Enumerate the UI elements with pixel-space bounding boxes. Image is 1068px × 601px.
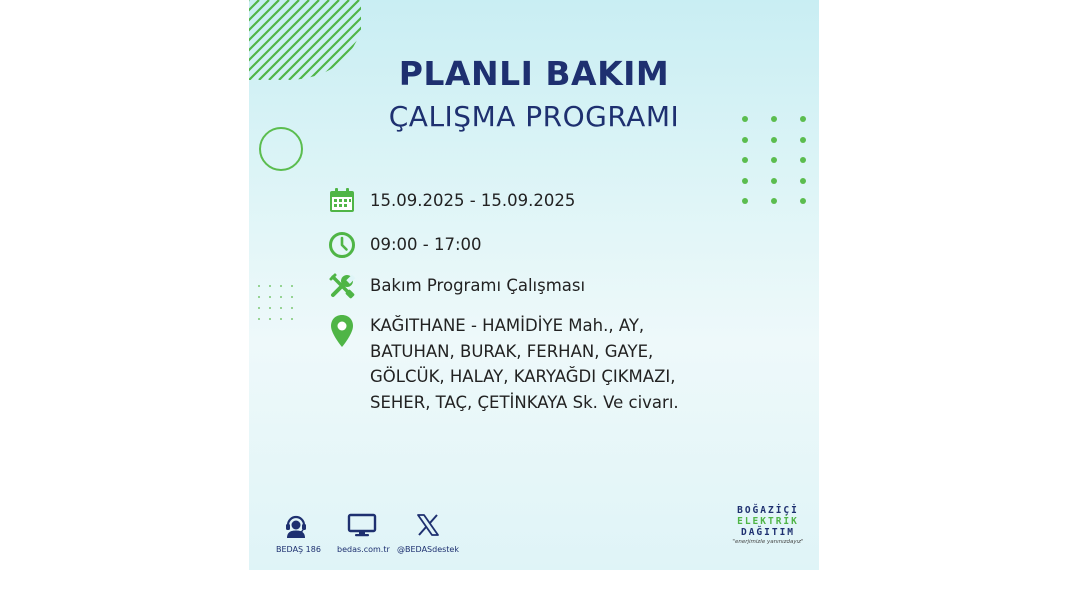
x-logo-icon (415, 512, 441, 538)
date-row (327, 186, 575, 214)
location-line: BATUHAN, BURAK, FERHAN, GAYE, (370, 341, 654, 361)
logo-line-2: ELEKTRİK (737, 516, 799, 527)
company-logo (727, 505, 809, 545)
page-title: PLANLI BAKIM (398, 54, 670, 93)
map-pin-icon (328, 313, 356, 349)
location-text (370, 313, 679, 415)
web-label[interactable]: bedas.com.tr (337, 545, 390, 554)
work-type-row (327, 272, 585, 300)
location-line: SEHER, TAÇ, ÇETİNKAYA Sk. Ve civarı. (370, 392, 679, 412)
calendar-icon (328, 186, 356, 214)
footer-phone (276, 512, 321, 554)
footer-social[interactable] (395, 512, 461, 554)
location-line: GÖLCÜK, HALAY, KARYAĞDI ÇIKMAZI, (370, 367, 676, 386)
page-subtitle: ÇALIŞMA PROGRAMI (388, 100, 680, 133)
location-line: KAĞITHANE - HAMİDİYE Mah., AY, (370, 316, 645, 335)
ring-decoration (259, 127, 303, 171)
tools-icon (328, 272, 356, 300)
headset-icon (283, 512, 309, 538)
logo-tagline: "enerjimizle yanınızdayız" (732, 539, 804, 545)
time-row (327, 231, 482, 259)
monitor-icon (347, 512, 377, 538)
social-label[interactable]: @BEDASdestek (397, 545, 459, 554)
logo-line-3: DAĞITIM (740, 527, 796, 538)
phone-label: BEDAŞ 186 (276, 545, 321, 554)
location-row (327, 313, 679, 415)
announcement-card (249, 0, 819, 570)
date-text: 15.09.2025 - 15.09.2025 (370, 191, 576, 210)
footer-web[interactable] (337, 512, 390, 554)
work-type-text: Bakım Programı Çalışması (370, 276, 586, 295)
logo-line-1: BOĞAZİÇİ (737, 505, 799, 516)
dot-grid-decoration-small (258, 285, 295, 320)
time-text: 09:00 - 17:00 (370, 235, 482, 254)
clock-icon (328, 231, 356, 259)
